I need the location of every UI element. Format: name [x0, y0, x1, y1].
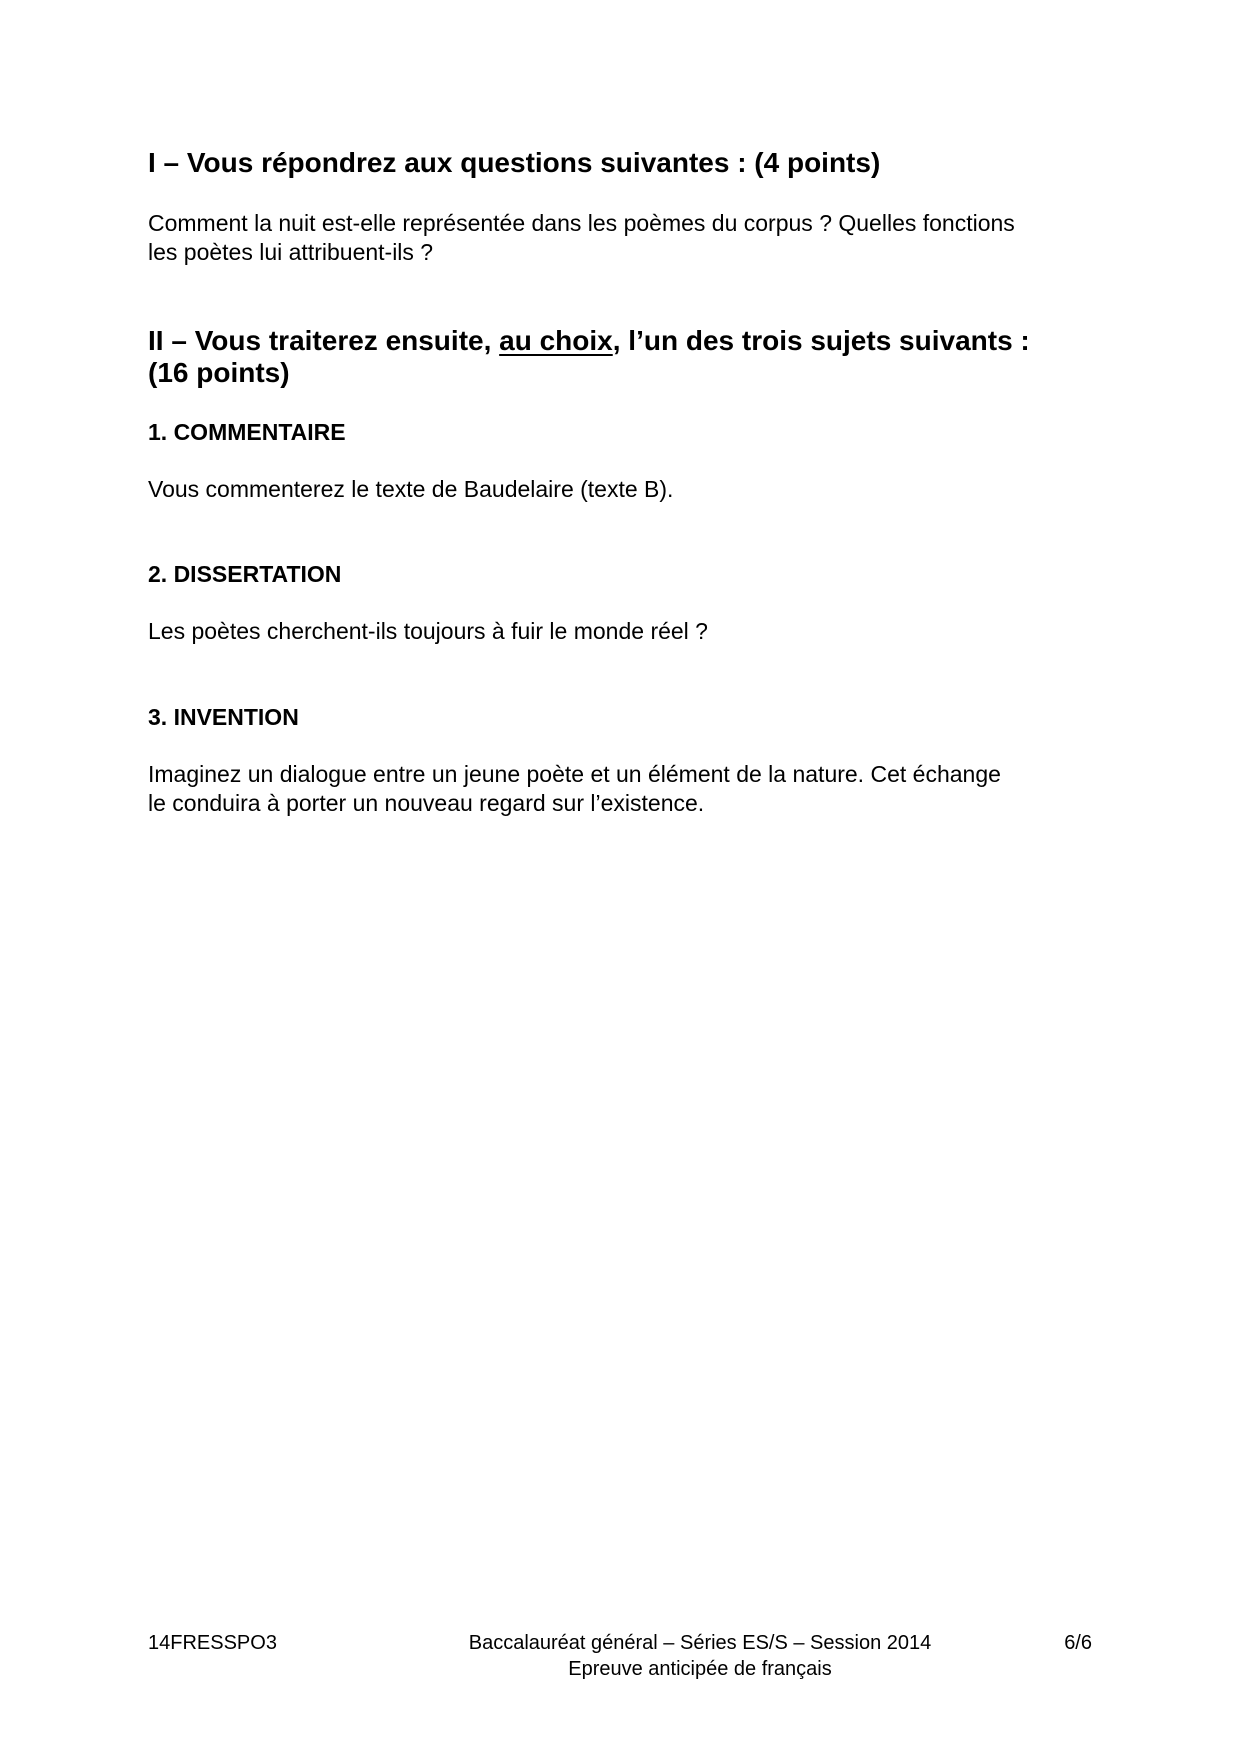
dissertation-title: 2. DISSERTATION — [148, 561, 342, 587]
commentaire-title: 1. COMMENTAIRE — [148, 419, 346, 445]
section-two-heading-part1: II – Vous traiterez ensuite, — [148, 325, 500, 356]
invention-title: 3. INVENTION — [148, 704, 299, 730]
invention-text-line2: le conduira à porter un nouveau regard sur l’existence. — [148, 790, 705, 816]
footer-code: 14FRESSPO3 — [148, 1632, 277, 1654]
section-one-question-line2: les poètes lui attribuent-ils ? — [148, 239, 434, 265]
section-two-heading — [148, 325, 1030, 357]
footer-page-number: 6/6 — [1064, 1632, 1092, 1654]
commentaire-text: Vous commenterez le texte de Baudelaire (texte B). — [148, 476, 674, 502]
section-two-heading-part2: , l’un des trois sujets suivants : — [612, 325, 1030, 356]
dissertation-text: Les poètes cherchent-ils toujours à fuir le monde réel ? — [148, 618, 708, 644]
section-two-heading-underlined: au choix — [499, 325, 613, 356]
invention-text-line1: Imaginez un dialogue entre un jeune poète et un élément de la nature. Cet échange — [148, 761, 1001, 787]
footer-exam-subtitle: Epreuve anticipée de français — [568, 1658, 832, 1680]
footer-exam-title: Baccalauréat général – Séries ES/S – Session 2014 — [468, 1632, 932, 1654]
section-two-heading-line2: (16 points) — [148, 357, 290, 388]
section-one-heading: I – Vous répondrez aux questions suivantes : (4 points) — [148, 147, 881, 178]
section-one-question-line1: Comment la nuit est-elle représentée dans les poèmes du corpus ? Quelles fonctions — [148, 210, 1015, 236]
